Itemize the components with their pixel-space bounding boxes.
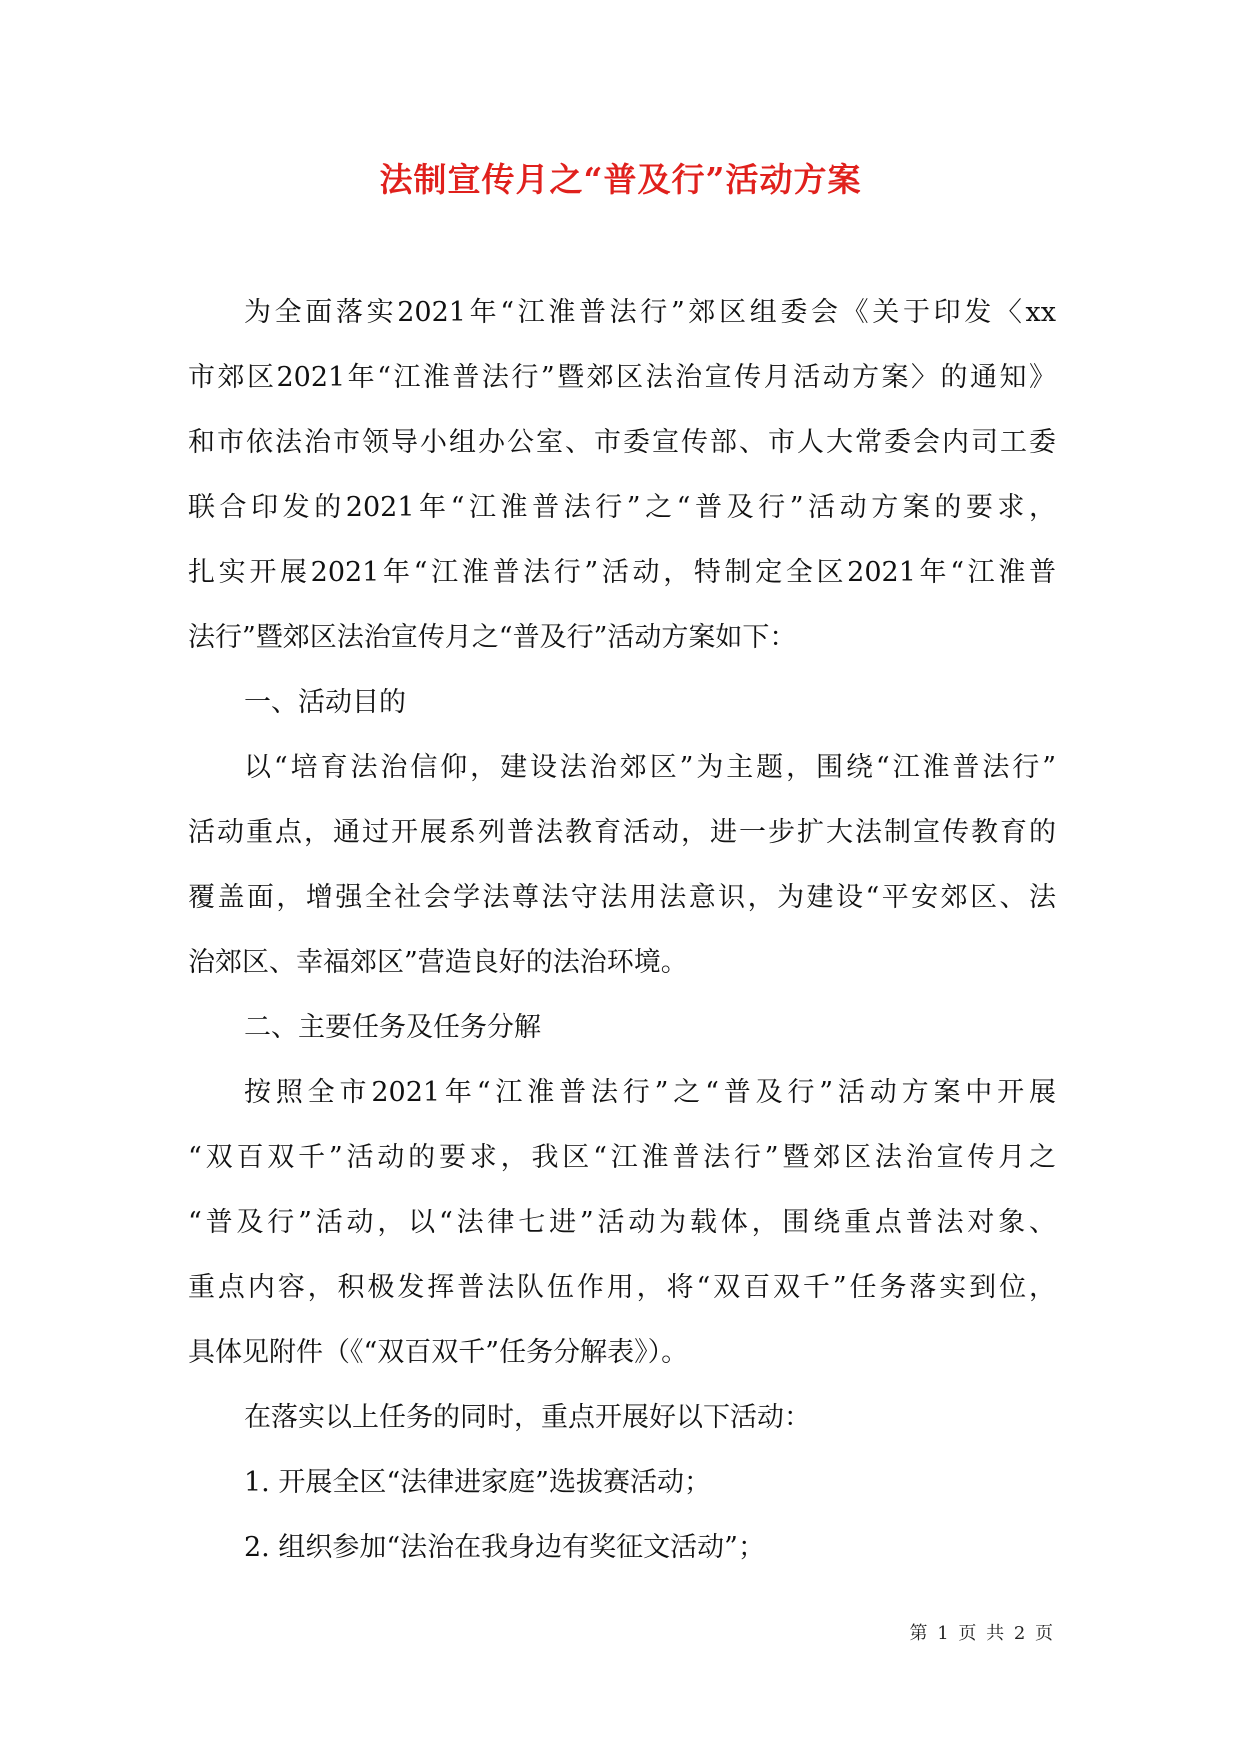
paragraph-line: 重点内容，积极发挥普法队伍作用，将“双百双千”任务落实到位， — [188, 1272, 1056, 1303]
paragraph-line: 覆盖面，增强全社会学法尊法守法用法意识，为建设“平安郊区、法 — [188, 882, 1056, 913]
list-item: 2. 组织参加“法治在我身边有奖征文活动”； — [244, 1532, 765, 1563]
paragraph-line: 法行”暨郊区法治宣传月之“普及行”活动方案如下： — [188, 622, 797, 653]
paragraph-line: 扎实开展2021年“江淮普法行”活动，特制定全区2021年“江淮普 — [188, 557, 1056, 588]
document-title: 法制宣传月之“普及行”活动方案 — [379, 160, 862, 199]
paragraph-line: 和市依法治市领导小组办公室、市委宣传部、市人大常委会内司工委 — [188, 427, 1056, 458]
document-body — [188, 289, 1056, 1589]
paragraph-line: 治郊区、幸福郊区”营造良好的法治环境。 — [188, 947, 688, 978]
paragraph-line: 为全面落实2021年“江淮普法行”郊区组委会《关于印发〈xx — [244, 297, 1056, 328]
paragraph-line: 在落实以上任务的同时，重点开展好以下活动： — [244, 1402, 811, 1433]
paragraph-line: 活动重点，通过开展系列普法教育活动，进一步扩大法制宣传教育的 — [188, 817, 1056, 848]
list-item: 1. 开展全区“法律进家庭”选拔赛活动； — [244, 1467, 711, 1498]
section-heading: 一、活动目的 — [244, 687, 406, 718]
paragraph-line: 以“培育法治信仰，建设法治郊区”为主题，围绕“江淮普法行” — [244, 752, 1056, 783]
paragraph-line: “双百双千”活动的要求，我区“江淮普法行”暨郊区法治宣传月之 — [188, 1142, 1056, 1173]
section-heading: 二、主要任务及任务分解 — [244, 1012, 541, 1043]
paragraph-line: 联合印发的2021年“江淮普法行”之“普及行”活动方案的要求， — [188, 492, 1056, 523]
page-number-footer: 第 1 页 共 2 页 — [909, 1623, 1055, 1644]
paragraph-line: “普及行”活动，以“法律七进”活动为载体，围绕重点普法对象、 — [188, 1207, 1056, 1238]
paragraph-line: 按照全市2021年“江淮普法行”之“普及行”活动方案中开展 — [244, 1077, 1056, 1108]
paragraph-line: 市郊区2021年“江淮普法行”暨郊区法治宣传月活动方案〉的通知》 — [188, 362, 1056, 393]
paragraph-line: 具体见附件（《“双百双千”任务分解表》）。 — [188, 1337, 689, 1368]
